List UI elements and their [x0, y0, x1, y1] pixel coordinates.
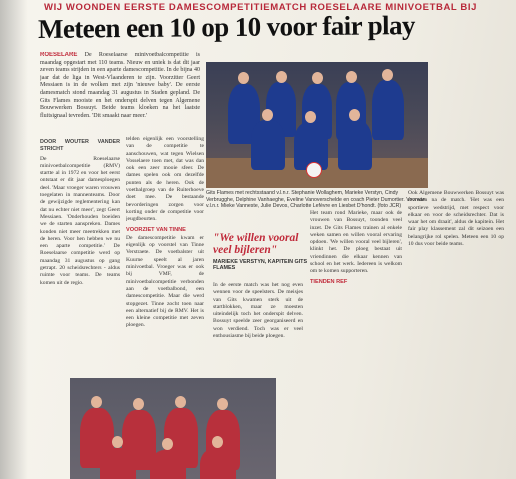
player-head [276, 71, 287, 83]
article-column-2 [126, 136, 204, 376]
player-head [382, 69, 393, 81]
column-1-text: De Roeselaarse minivoetbalcompetitie (RMV) startte al in 1972 en voor het eerst ontstaat er dit jaar damesploegen deel. 'Maar vroeger waren vrouwen toegelaten in mannenteams. Door de gewijzigde reglementering kan dat nu echter niet meer', zegt Geert Messiaen. 'Onderhouden boeiden we de starten aanspreken. Dames konden niet meer meetrekken met de heren. Voor hen hebben we nu een aparte competitie.' De Roeselaarse competitie werd op maandag 31 augustus op gang getrapt. 20 scheidsrechters - aldus ruimte voor teams. De teams komen uit de regio. [40, 155, 120, 286]
player-head [162, 438, 173, 450]
player-head [212, 436, 223, 448]
column-2-text: telden eigenlijk een voorstelling van de competitie te aanschouwen, wat tegen Wielsen Vosselaere toen met, dat was dan ook een zeer mooie sfeer. De dames spelen ook om dezelfde punten als de heren. Ook de voetbalgroep van de Ruiterhoeve doet mee. De bestaande bevorderingen zorgen voor korting onder de competitie voor jeugdbeurten. [126, 136, 204, 223]
player-head [262, 109, 273, 121]
article-column-4 [310, 210, 402, 470]
player-figure [200, 448, 236, 479]
column-4-text: Het team rond Marieke, maar ook de vrouwen van Bossuyt, toonden veel inzet. De Gits Flames trainen al enkele weken samen en willen vooral ervaring opdoen. 'We willen vooral veel bijleren', klinkt het. De ploeg bestaat uit vriendinnen die elkaar kennen van school en het werk. Iedereen is welkom om te komen supporteren. [310, 210, 402, 275]
player-figure [150, 450, 186, 479]
article-headline: Meteen een 10 op 10 voor fair play [37, 10, 415, 44]
player-head [312, 72, 323, 84]
intro-text: De Roeselaarse minivoetbalcompetitie is maandag opgestart met 110 teams. Nieuw en uniek is dat dit jaar zeven teams strijden in een aparte damescompetitie. In de bijna 40 jaar dat de liga in West-Vlaanderen te zijn. Voorzitter Geert Messiaen is in de wolken met zijn 'nieuwe baby'. De eerste damesmatch stond maandag 31 augustus in Staden gepland. De Gits Flames mooiste en het onderspit delven tegen Algemene Bouwwerken Bossuyt. Beide teams kloeken na het laatste fluitsignaal tevreden. 'Dit smaakt naar meer.' [40, 52, 200, 119]
pull-quote [213, 232, 313, 271]
player-figure [251, 120, 285, 170]
byline: DOOR WOUTER VANDER STRICHT [40, 139, 120, 153]
article-kicker: WIJ WOONDEN EERSTE DAMESCOMPETITIEMATCH ROESELAARE MINIVOETBAL BIJ [44, 2, 477, 13]
team-photo [206, 62, 428, 188]
article-column-1 [40, 136, 120, 376]
player-head [305, 111, 316, 123]
photo-caption: Gits Flames met rechtsstaand v.l.n.r. Stephanie Wollaghem, Marieke Verstyn, Cindy Verbrugghe, Delphine Vanhaeghe, Eveline Vanoverschelde en coach Pieter Dumortier. Vooraan v.l.n.r. Mieke Vanneste, Julie Devos, Charlotte Lefèvre en Liesbet D'hondt. (foto JCR) [206, 190, 426, 209]
player-head [175, 396, 186, 408]
player-head [112, 436, 123, 448]
intro-column [40, 52, 200, 132]
player-figure [338, 120, 372, 170]
quote-text: "We willen vooral veel bijleren" [213, 232, 299, 256]
player-head [91, 396, 102, 408]
column-5-text: Ook Algemene Bouwwerken Bossuyt was tevreden na de match. 'Het was een sportieve wedstrijd, met respect voor elkaar en voor de scheidsrechter. Dat is waar het om draait', aldus de kapitein. Het fair play klassement zal dit seizoen een belangrijke rol spelen. Meteen een 10 op 10 dus voor beide teams. [408, 190, 504, 248]
column-3-text: In de eerste match was het nog even wennen voor de speelsters. De meisjes van Gits kwamen sterk uit de startblokken, maar ze moesten uiteindelijk toch het onderspit delven. Bossuyt speelde zeer georganiseerd en won verdiend. Toch was er veel enthousiasme bij beide ploegen. [213, 282, 303, 340]
subheading-1: VOORZIET VAN TINNE [126, 226, 186, 233]
article-column-3 [213, 282, 303, 382]
player-head [346, 71, 357, 83]
player-head [349, 109, 360, 121]
player-head [217, 398, 228, 410]
quote-attribution: MARIEKE VERSTYN, KAPITEIN GITS FLAMES [213, 259, 308, 271]
second-team-photo [70, 378, 276, 479]
player-head [238, 72, 249, 84]
player-figure [100, 448, 136, 479]
column-2b-text: De damescompetitie kwam er eigenlijk op voorstel van Tinne Verstraete. De voetbalster uit Kuurne speelt al jaren minivoetbal. Vroeger was er ook bij VMF, de minivoetbalcompetitie verbonden aan de voetbalbond, een damescompetitie. Maar die werd stopgezet. Tinne zocht toen naar een alternatief bij de RMV. Het is een kleine competitie met zeven ploegen. [126, 234, 204, 329]
intro-place: ROESELARE [40, 52, 78, 58]
football [306, 162, 322, 178]
player-figure [372, 80, 404, 140]
subheading-2: TIENDEN REF [310, 278, 348, 285]
article-column-5 [408, 190, 504, 470]
player-head [133, 398, 144, 410]
page-fold-shadow [0, 0, 28, 479]
